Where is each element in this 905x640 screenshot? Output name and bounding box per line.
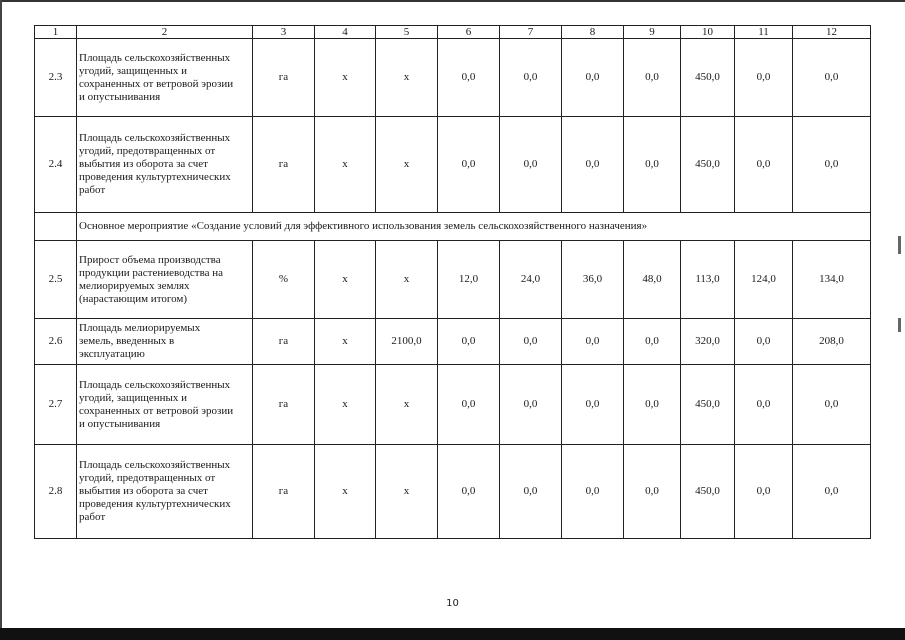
scan-right-mark — [898, 318, 901, 332]
value-cell: 0,0 — [735, 117, 793, 213]
indicator-name-line: сохраненных от ветровой эрозии — [79, 77, 234, 90]
value-cell: х — [315, 319, 376, 365]
section-blank-cell — [35, 213, 77, 241]
value-cell: 0,0 — [562, 365, 624, 445]
header-cell: 8 — [562, 26, 624, 39]
value-cell: 36,0 — [562, 241, 624, 319]
value-cell: 0,0 — [438, 365, 500, 445]
value-cell: 0,0 — [735, 365, 793, 445]
indicator-name-line: продукции растениеводства на — [79, 266, 224, 279]
indicator-name-line: работ — [79, 184, 106, 196]
value-cell: х — [315, 445, 376, 539]
value-cell: х — [376, 117, 438, 213]
indicator-name — [77, 117, 253, 213]
unit-cell: га — [253, 117, 315, 213]
header-cell: 1 — [35, 26, 77, 39]
value-cell: 0,0 — [438, 445, 500, 539]
value-cell: х — [376, 445, 438, 539]
value-cell: 450,0 — [681, 39, 735, 117]
value-cell: 0,0 — [500, 319, 562, 365]
value-cell: 0,0 — [438, 117, 500, 213]
section-title: Основное мероприятие «Создание условий для эффективного использования земель сельскохозяйственного назначения» — [77, 213, 871, 241]
unit-cell: га — [253, 39, 315, 117]
value-cell: х — [376, 241, 438, 319]
value-cell: 0,0 — [500, 365, 562, 445]
value-cell: 0,0 — [562, 319, 624, 365]
indicator-name-line: угодий, предотвращенных от — [79, 145, 216, 157]
row-number: 2.7 — [35, 365, 77, 445]
indicator-name-line: угодий, защищенных и — [79, 64, 188, 77]
scan-top-edge — [0, 0, 905, 2]
indicator-name-line: Площадь мелиорируемых — [79, 322, 201, 334]
row-number: 2.8 — [35, 445, 77, 539]
indicator-name — [77, 241, 253, 319]
indicator-name — [77, 39, 253, 117]
table-row — [35, 241, 871, 319]
indicator-name-line: угодий, защищенных и — [79, 391, 188, 404]
scan-bottom-edge — [0, 628, 905, 640]
value-cell: 450,0 — [681, 445, 735, 539]
indicator-name-line: сохраненных от ветровой эрозии — [79, 404, 234, 417]
indicator-name-line: выбытия из оборота за счет — [79, 485, 208, 497]
header-cell: 9 — [624, 26, 681, 39]
scan-left-edge — [0, 0, 2, 640]
value-cell: 0,0 — [793, 117, 871, 213]
indicator-name-line: Площадь сельскохозяйственных — [79, 459, 231, 471]
header-cell: 4 — [315, 26, 376, 39]
indicator-name-line: и опустынивания — [79, 417, 161, 430]
scan-right-mark — [898, 236, 901, 254]
value-cell: 0,0 — [562, 117, 624, 213]
row-number: 2.6 — [35, 319, 77, 365]
indicator-name-line: проведения культуртехнических — [79, 498, 231, 510]
header-row — [35, 26, 871, 39]
value-cell: 113,0 — [681, 241, 735, 319]
indicator-name — [77, 445, 253, 539]
value-cell: 0,0 — [438, 39, 500, 117]
indicator-name-line: Площадь сельскохозяйственных — [79, 51, 231, 64]
value-cell: х — [315, 241, 376, 319]
indicator-name-line: проведения культуртехнических — [79, 171, 231, 183]
indicator-name-line: (нарастающим итогом) — [79, 292, 188, 305]
value-cell: 0,0 — [624, 445, 681, 539]
value-cell: 24,0 — [500, 241, 562, 319]
value-cell: 2100,0 — [376, 319, 438, 365]
row-number: 2.5 — [35, 241, 77, 319]
header-cell: 11 — [735, 26, 793, 39]
value-cell: х — [376, 39, 438, 117]
indicator-name — [77, 319, 253, 365]
indicator-name-line: Прирост объема производства — [79, 253, 221, 266]
value-cell: 0,0 — [624, 319, 681, 365]
indicator-name-line: угодий, предотвращенных от — [79, 472, 216, 484]
indicator-name-line: Площадь сельскохозяйственных — [79, 132, 231, 144]
value-cell: 0,0 — [562, 445, 624, 539]
value-cell: 0,0 — [438, 319, 500, 365]
value-cell: х — [376, 365, 438, 445]
indicator-name-line: Площадь сельскохозяйственных — [79, 378, 231, 391]
section-row — [35, 213, 871, 241]
value-cell: 450,0 — [681, 117, 735, 213]
value-cell: 0,0 — [735, 39, 793, 117]
value-cell: 0,0 — [735, 319, 793, 365]
indicator-name-line: работ — [79, 511, 106, 523]
value-cell: 0,0 — [624, 365, 681, 445]
value-cell: 0,0 — [793, 365, 871, 445]
indicator-name-line: земель, введенных в — [79, 335, 175, 347]
table-row — [35, 445, 871, 539]
page-number: 10 — [446, 598, 459, 609]
value-cell: 0,0 — [624, 39, 681, 117]
table-row — [35, 319, 871, 365]
header-cell: 10 — [681, 26, 735, 39]
value-cell: 48,0 — [624, 241, 681, 319]
value-cell: х — [315, 117, 376, 213]
table-row — [35, 365, 871, 445]
table-row — [35, 39, 871, 117]
unit-cell: га — [253, 365, 315, 445]
header-cell: 7 — [500, 26, 562, 39]
table-row — [35, 117, 871, 213]
value-cell: 12,0 — [438, 241, 500, 319]
value-cell: 0,0 — [624, 117, 681, 213]
value-cell: х — [315, 39, 376, 117]
unit-cell: га — [253, 319, 315, 365]
value-cell: 134,0 — [793, 241, 871, 319]
header-cell: 3 — [253, 26, 315, 39]
value-cell: 0,0 — [562, 39, 624, 117]
value-cell: 450,0 — [681, 365, 735, 445]
header-cell: 2 — [77, 26, 253, 39]
value-cell: х — [315, 365, 376, 445]
header-cell: 12 — [793, 26, 871, 39]
row-number: 2.4 — [35, 117, 77, 213]
value-cell: 0,0 — [793, 445, 871, 539]
value-cell: 0,0 — [500, 445, 562, 539]
value-cell: 0,0 — [735, 445, 793, 539]
value-cell: 320,0 — [681, 319, 735, 365]
indicator-name-line: и опустынивания — [79, 90, 161, 103]
value-cell: 0,0 — [500, 117, 562, 213]
value-cell: 0,0 — [500, 39, 562, 117]
unit-cell: га — [253, 445, 315, 539]
indicator-name — [77, 365, 253, 445]
unit-cell: % — [253, 241, 315, 319]
value-cell: 0,0 — [793, 39, 871, 117]
indicator-name-line: эксплуатацию — [79, 348, 145, 360]
header-cell: 6 — [438, 26, 500, 39]
indicators-table — [34, 25, 871, 539]
row-number: 2.3 — [35, 39, 77, 117]
value-cell: 208,0 — [793, 319, 871, 365]
value-cell: 124,0 — [735, 241, 793, 319]
indicator-name-line: мелиорируемых землях — [79, 279, 190, 292]
header-cell: 5 — [376, 26, 438, 39]
indicator-name-line: выбытия из оборота за счет — [79, 158, 208, 170]
